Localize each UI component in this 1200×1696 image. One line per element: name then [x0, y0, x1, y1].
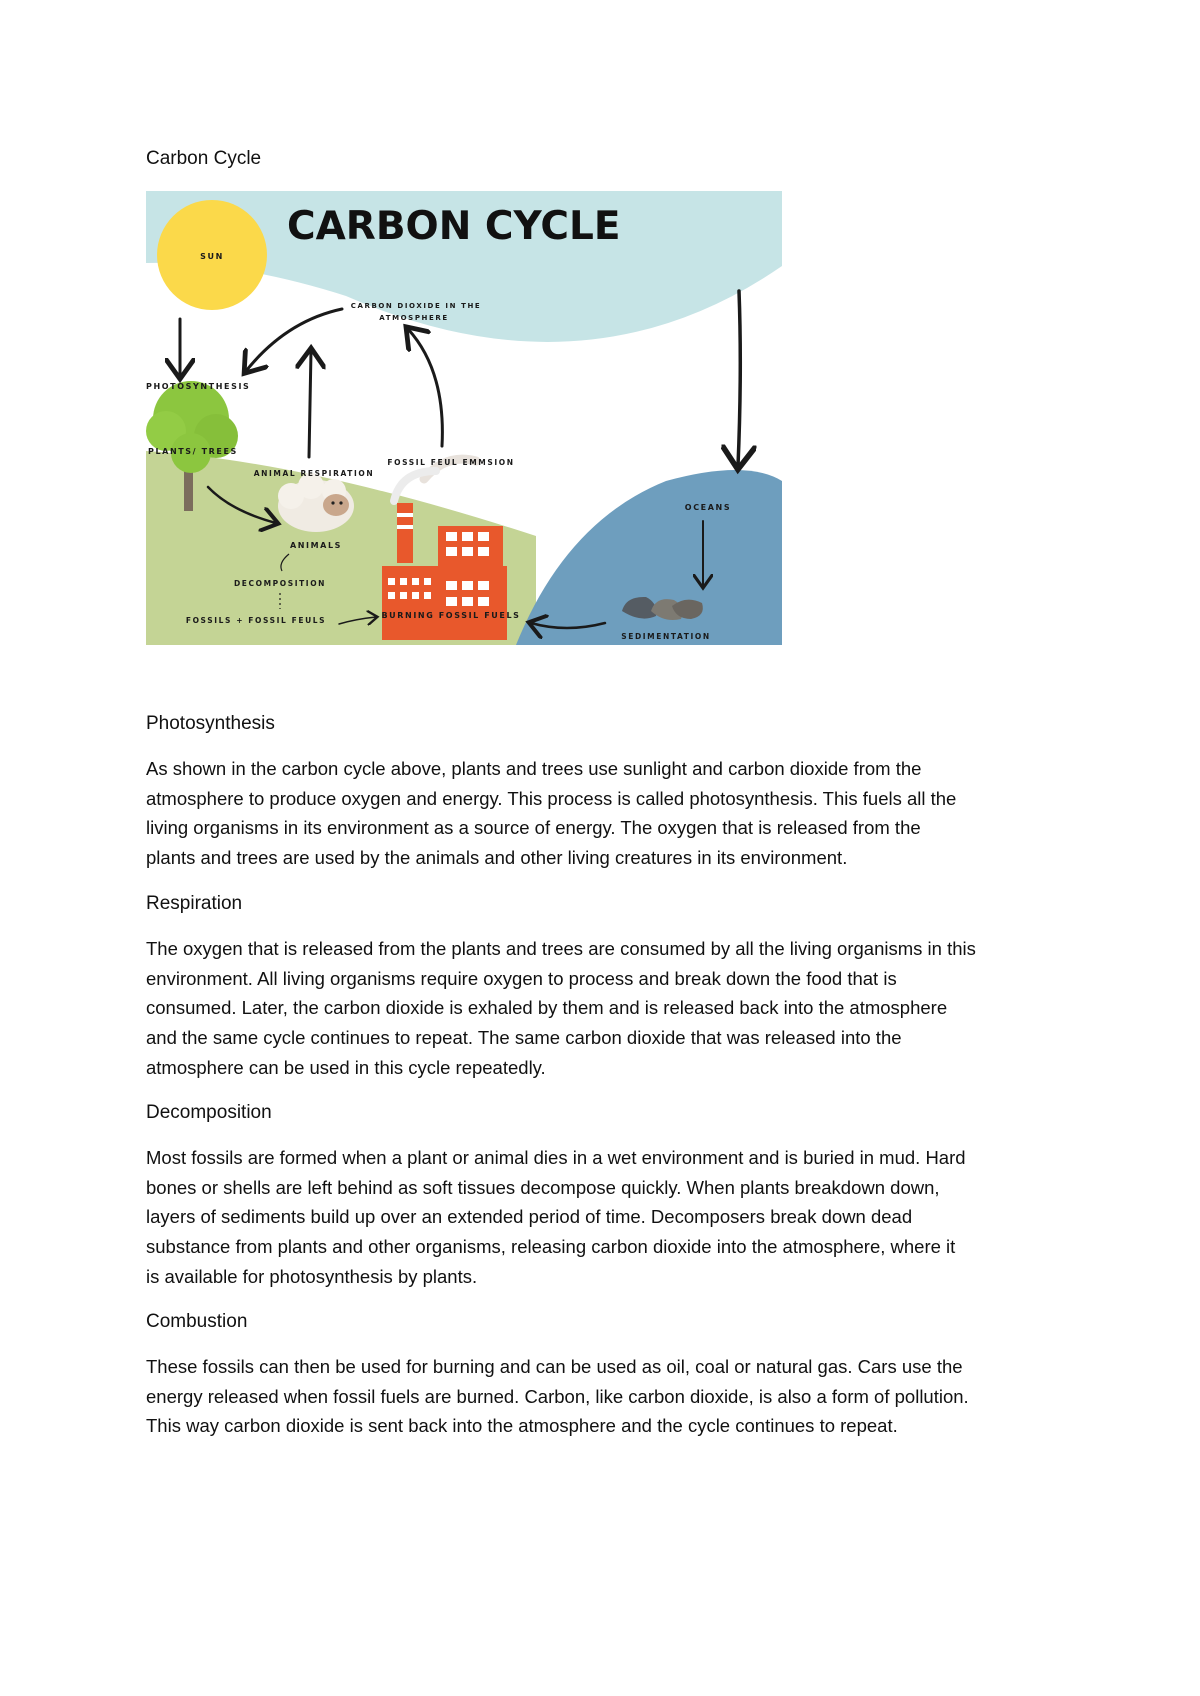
oceans-label: OCEANS [684, 503, 732, 512]
rocks-icon [622, 597, 703, 620]
section-heading-photosynthesis: Photosynthesis [146, 713, 275, 734]
text-line: plants and trees are used by the animals and other living creatures in its environment. [146, 847, 848, 869]
section-heading-combustion: Combustion [146, 1311, 248, 1332]
text-line: atmosphere to produce oxygen and energy. This process is called photosynthesis. This fuels all the [146, 787, 957, 809]
text-line: The oxygen that is released from the plants and trees are consumed by all the living organisms in this [146, 938, 976, 959]
section-heading-respiration: Respiration [146, 893, 243, 914]
photosynthesis-label: PHOTOSYNTHESIS [146, 382, 251, 391]
text-line: bones or shells are left behind as soft tissues decompose quickly. When plants breakdown down, [146, 1176, 940, 1198]
animal-respiration-label: ANIMAL RESPIRATION [253, 469, 375, 478]
text-line: atmosphere can be used in this cycle repeatedly. [146, 1056, 546, 1078]
text-line: energy released when fossil fuels are burned. Carbon, like carbon dioxide, is also a form of pollution. [146, 1385, 969, 1407]
paragraph-combustion [146, 1352, 1066, 1441]
text-line: substance from plants and other organisms, releasing carbon dioxide into the atmosphere, where it [146, 1236, 956, 1258]
burning-fossil-fuels-label: BURNING FOSSIL FUELS [381, 611, 521, 620]
paragraph-photosynthesis [146, 754, 1066, 873]
co2-atmosphere-label-line1: CARBON DIOXIDE IN THE [350, 302, 482, 310]
text-line: living organisms in its environment as a source of energy. The oxygen that is released from the [146, 817, 921, 839]
text-line: is available for photosynthesis by plants. [146, 1265, 478, 1287]
text-line: Most fossils are formed when a plant or animal dies in a wet environment and is buried in mud. Hard [146, 1147, 966, 1168]
text-line: and the same cycle continues to repeat. The same carbon dioxide that was released into the [146, 1027, 902, 1049]
paragraph-decomposition [146, 1143, 1066, 1292]
section-heading-decomposition: Decomposition [146, 1102, 272, 1123]
text-line: As shown in the carbon cycle above, plants and trees use sunlight and carbon dioxide from the [146, 758, 922, 779]
diagram-heading: CARBON CYCLE [287, 204, 621, 249]
animals-label: ANIMALS [289, 541, 343, 550]
sedimentation-label: SEDIMENTATION [621, 632, 711, 641]
decomposition-label: DECOMPOSITION [233, 579, 327, 588]
carbon-cycle-diagram [146, 191, 782, 645]
text-line: layers of sediments build up over an extended period of time. Decomposers break down dead [146, 1206, 913, 1228]
plants-trees-label: PLANTS/ TREES [148, 447, 238, 456]
co2-atmosphere-label-line2: ATMOSPHERE [379, 314, 449, 322]
sun-label: SUN [200, 252, 224, 261]
document-title: Carbon Cycle [146, 148, 262, 169]
text-line: These fossils can then be used for burning and can be used as oil, coal or natural gas. Cars use the [146, 1356, 963, 1377]
text-line: This way carbon dioxide is sent back into the atmosphere and the cycle continues to repeat. [146, 1415, 898, 1437]
text-line: environment. All living organisms require oxygen to process and break down the food that is [146, 967, 897, 989]
animal-respiration-arrow [309, 351, 311, 457]
paragraph-respiration [146, 934, 1066, 1083]
text-line: consumed. Later, the carbon dioxide is exhaled by them and is released back into the atmosphere [146, 997, 948, 1019]
fossils-label: FOSSILS + FOSSIL FEULS [185, 616, 327, 625]
fossil-fuel-emission-label: FOSSIL FEUL EMMSION [387, 458, 515, 467]
